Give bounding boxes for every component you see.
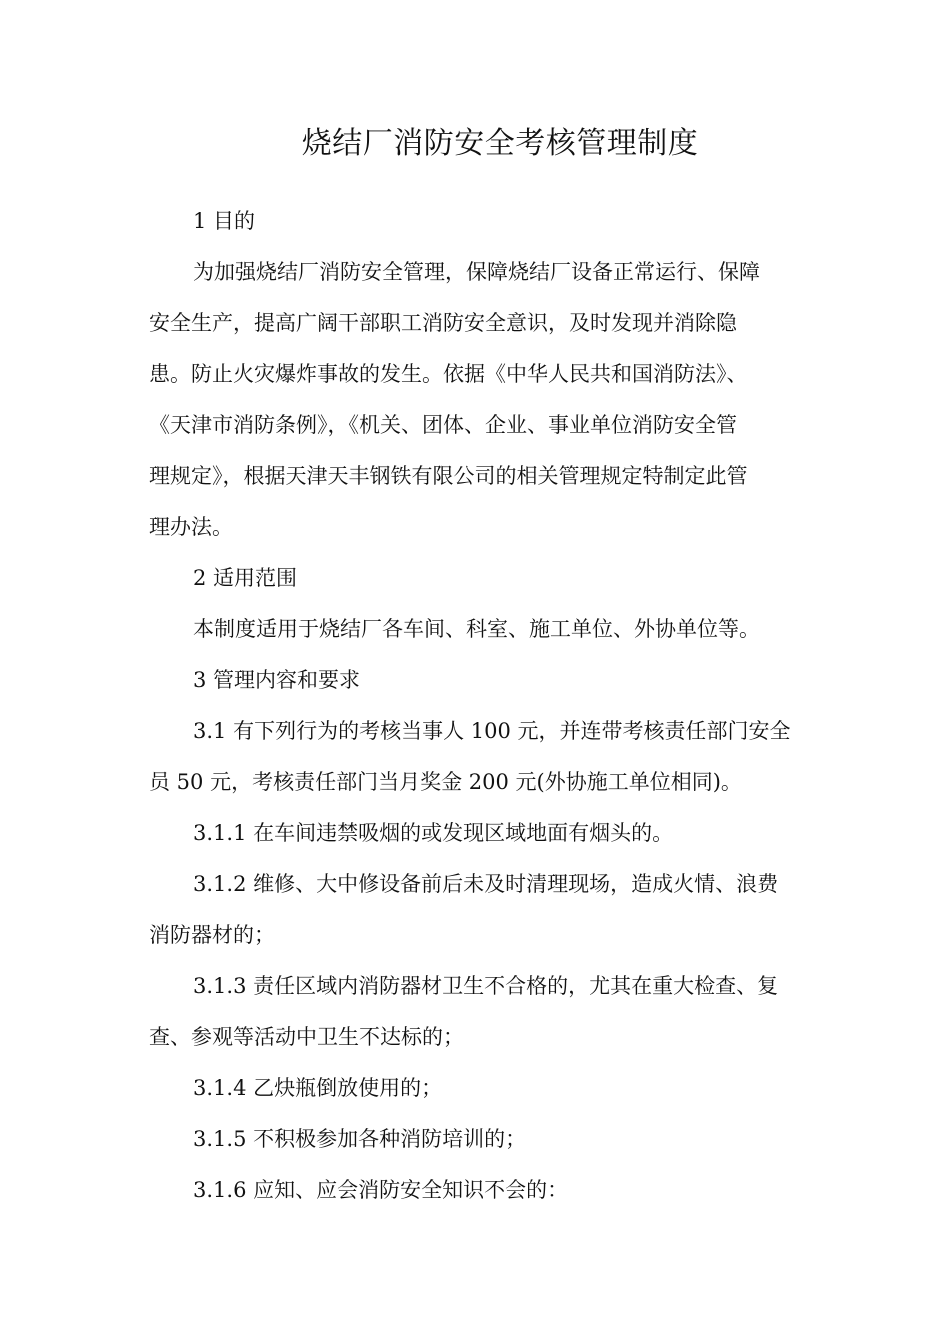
section-heading-2 bbox=[149, 553, 814, 604]
text-line: 3.1 有下列行为的考核当事人 100 元，并连带考核责任部门安全 bbox=[193, 719, 791, 743]
document-body bbox=[149, 196, 814, 1216]
text-line: 为加强烧结厂消防安全管理，保障烧结厂设备正常运行、保障 bbox=[193, 260, 760, 284]
text-line: 理办法。 bbox=[149, 515, 233, 539]
text-line: 3.1.1 在车间违禁吸烟的或发现区域地面有烟头的。 bbox=[193, 821, 674, 845]
clause-3-1-4 bbox=[149, 1063, 814, 1114]
text-line: 安全生产，提高广阔干部职工消防安全意识，及时发现并消除隐 bbox=[149, 311, 737, 335]
clause-3-1 bbox=[149, 706, 814, 808]
text-line: 3.1.6 应知、应会消防安全知识不会的： bbox=[193, 1178, 569, 1202]
text-line: 3 管理内容和要求 bbox=[193, 668, 361, 692]
clause-3-1-1 bbox=[149, 808, 814, 859]
text-line: 消防器材的； bbox=[149, 923, 275, 947]
text-line: 2 适用范围 bbox=[193, 566, 298, 590]
text-line: 3.1.3 责任区域内消防器材卫生不合格的，尤其在重大检查、复 bbox=[193, 974, 779, 998]
document-title: 烧结厂消防安全考核管理制度 bbox=[301, 126, 699, 161]
clause-3-1-3 bbox=[149, 961, 814, 1063]
clause-3-1-6 bbox=[149, 1165, 814, 1216]
paragraph-scope bbox=[149, 604, 814, 655]
text-line: 患。防止火灾爆炸事故的发生。依据《中华人民共和国消防法》、 bbox=[149, 362, 748, 386]
section-heading-1 bbox=[149, 196, 814, 247]
text-line: 《天津市消防条例》，《机关、团体、企业、事业单位消防安全管 bbox=[149, 413, 737, 437]
text-line: 1 目的 bbox=[193, 209, 256, 233]
text-line: 3.1.2 维修、大中修设备前后未及时清理现场，造成火情、浪费 bbox=[193, 872, 779, 896]
section-heading-3 bbox=[149, 655, 814, 706]
text-line: 理规定》，根据天津天丰钢铁有限公司的相关管理规定特制定此管 bbox=[149, 464, 748, 488]
clause-3-1-5 bbox=[149, 1114, 814, 1165]
text-line: 3.1.5 不积极参加各种消防培训的； bbox=[193, 1127, 527, 1151]
clause-3-1-2 bbox=[149, 859, 814, 961]
text-line: 员 50 元，考核责任部门当月奖金 200 元(外协施工单位相同)。 bbox=[149, 770, 742, 794]
text-line: 查、参观等活动中卫生不达标的； bbox=[149, 1025, 464, 1049]
text-line: 本制度适用于烧结厂各车间、科室、施工单位、外协单位等。 bbox=[193, 617, 760, 641]
text-line: 3.1.4 乙炔瓶倒放使用的； bbox=[193, 1076, 443, 1100]
paragraph-purpose bbox=[149, 247, 814, 553]
